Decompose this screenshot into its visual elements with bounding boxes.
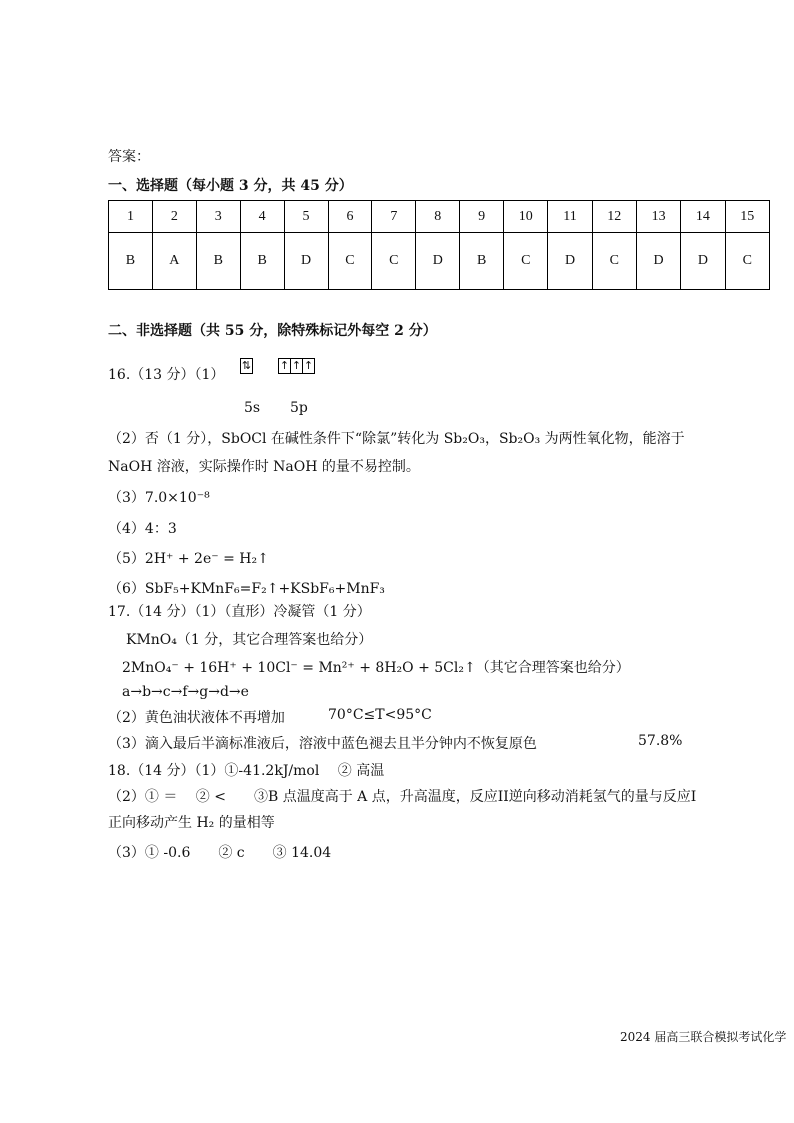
section2-title: 二、非选择题（共 55 分，除特殊标记外每空 2 分）	[108, 323, 437, 339]
answer-cell: C	[372, 233, 416, 290]
question-number: 5	[284, 201, 328, 233]
question-number: 9	[460, 201, 504, 233]
answer-cell: C	[592, 233, 636, 290]
q16-part2-line2: NaOH 溶液，实际操作时 NaOH 的量不易控制。	[108, 459, 420, 475]
answer-table	[108, 200, 770, 290]
q16-part5: （5）2H⁺ + 2e⁻ = H₂↑	[108, 551, 269, 567]
section1-title: 一、选择题（每小题 3 分，共 45 分）	[108, 178, 353, 194]
answer-cell: B	[196, 233, 240, 290]
answer-cell: D	[548, 233, 592, 290]
q18-line3: 正向移动产生 H₂ 的量相等	[108, 815, 275, 831]
question-number: 2	[152, 201, 196, 233]
answer-cell: D	[284, 233, 328, 290]
q18-line4: （3）① -0.6 ② c ③ 14.04	[108, 845, 332, 861]
q16-head: 16.（13 分）（1）	[108, 367, 225, 383]
q17-line5b: 70°C≤T<95°C	[328, 707, 432, 723]
orbital-5p-box	[278, 357, 315, 374]
answer-label: 答案：	[108, 149, 150, 165]
q18-line2: （2）① ＝ ② < ③B 点温度高于 A 点，升高温度，反应II逆向移动消耗氢气的量与反应I	[108, 789, 697, 805]
page-footer: 2024 届高三联合模拟考试化学	[620, 1030, 787, 1044]
question-number: 7	[372, 201, 416, 233]
answer-cell: C	[328, 233, 372, 290]
orbital-5s-label: 5s	[244, 400, 261, 416]
question-number: 10	[504, 201, 548, 233]
q17-line6a: （3）滴入最后半滴标准液后，溶液中蓝色褪去且半分钟内不恢复原色	[108, 736, 537, 752]
answer-table-answer-row	[109, 233, 770, 290]
q16-part4: （4）4：3	[108, 521, 177, 537]
q18-line1: 18.（14 分）（1）①-41.2kJ/mol ② 高温	[108, 763, 385, 779]
q17-line2: KMnO₄（1 分，其它合理答案也给分）	[126, 632, 373, 648]
answer-cell: B	[460, 233, 504, 290]
q17-line3: 2MnO₄⁻ + 16H⁺ + 10Cl⁻ = Mn²⁺ + 8H₂O + 5Cl₂↑（其它合理答案也给分）	[122, 660, 630, 676]
q17-line4: a→b→c→f→g→d→e	[122, 684, 249, 700]
answer-cell: D	[636, 233, 680, 290]
question-number: 6	[328, 201, 372, 233]
answer-table-number-row	[109, 201, 770, 233]
answer-cell: B	[240, 233, 284, 290]
answer-cell: C	[504, 233, 548, 290]
orbital-5p-label: 5p	[290, 400, 308, 416]
q17-line5a: （2）黄色油状液体不再增加	[108, 710, 285, 726]
answer-cell: A	[152, 233, 196, 290]
answer-cell: C	[725, 233, 769, 290]
orbital-5p-diagram: ↑ ↑ ↑	[279, 359, 314, 372]
answer-cell: B	[109, 233, 153, 290]
q16-part6: （6）SbF₅+KMnF₆=F₂↑+KSbF₆+MnF₃	[108, 581, 385, 597]
q17-line1: 17.（14 分）（1）（直形）冷凝管（1 分）	[108, 604, 371, 620]
question-number: 4	[240, 201, 284, 233]
question-number: 3	[196, 201, 240, 233]
answer-cell: D	[681, 233, 725, 290]
question-number: 14	[681, 201, 725, 233]
q16-part3: （3）7.0×10⁻⁸	[108, 490, 210, 506]
answer-cell: D	[416, 233, 460, 290]
orbital-5s-diagram: ⇅	[241, 359, 252, 372]
orbital-5s-box	[240, 357, 253, 374]
q16-part2-line1: （2）否（1 分），SbOCl 在碱性条件下“除氯”转化为 Sb₂O₃，Sb₂O₃ 为两性氧化物，能溶于	[108, 431, 685, 447]
question-number: 8	[416, 201, 460, 233]
question-number: 11	[548, 201, 592, 233]
question-number: 1	[109, 201, 153, 233]
question-number: 12	[592, 201, 636, 233]
question-number: 13	[636, 201, 680, 233]
question-number: 15	[725, 201, 769, 233]
q17-line6b: 57.8%	[638, 733, 683, 749]
